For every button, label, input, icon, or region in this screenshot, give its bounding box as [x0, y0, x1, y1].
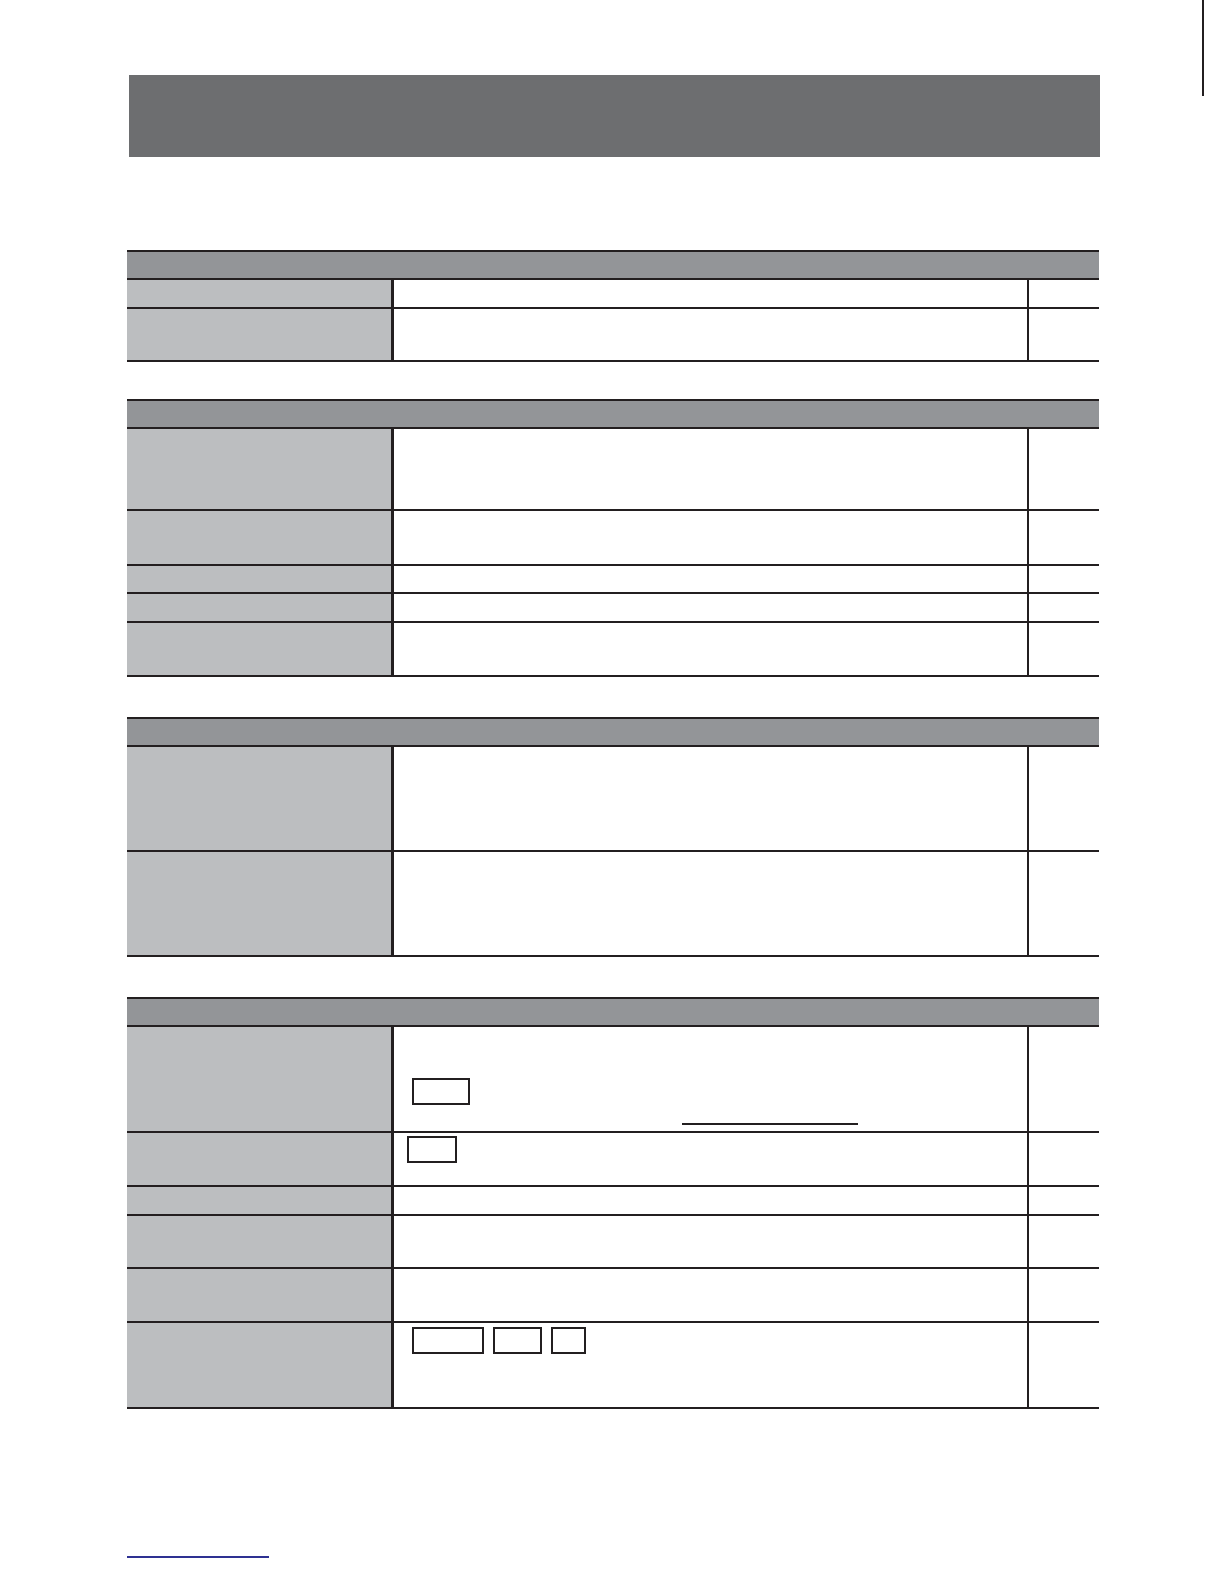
row-page-cell	[1029, 1133, 1099, 1185]
row-description-cell	[394, 1187, 1029, 1214]
table-row	[127, 1323, 1099, 1409]
keycap-icon	[407, 1136, 457, 1163]
row-page-cell	[1029, 309, 1099, 360]
row-label-cell	[127, 747, 394, 850]
row-page-cell	[1029, 1027, 1099, 1131]
row-description-cell	[394, 1133, 1029, 1185]
spec-table-1	[127, 250, 1099, 362]
spec-table-3	[127, 717, 1099, 957]
table-row	[127, 309, 1099, 362]
row-description-cell	[394, 747, 1029, 850]
row-page-cell	[1029, 852, 1099, 955]
table-row	[127, 1216, 1099, 1269]
row-label-cell	[127, 1216, 394, 1267]
table-row	[127, 623, 1099, 677]
row-page-cell	[1029, 1187, 1099, 1214]
keycap-icon	[551, 1327, 586, 1354]
row-page-cell	[1029, 623, 1099, 675]
table-header	[127, 997, 1099, 1027]
table-row	[127, 1269, 1099, 1323]
spec-table-4	[127, 997, 1099, 1409]
table-row	[127, 594, 1099, 623]
row-label-cell	[127, 309, 394, 360]
row-page-cell	[1029, 594, 1099, 621]
row-page-cell	[1029, 747, 1099, 850]
table-row	[127, 1187, 1099, 1216]
table-row	[127, 1133, 1099, 1187]
row-description-cell	[394, 594, 1029, 621]
binding-margin-line	[1202, 0, 1204, 96]
table-row	[127, 852, 1099, 957]
row-description-cell	[394, 309, 1029, 360]
keycap-icon	[493, 1327, 542, 1354]
row-description-cell	[394, 1323, 1029, 1407]
table-row	[127, 566, 1099, 594]
row-label-cell	[127, 1133, 394, 1185]
row-page-cell	[1029, 566, 1099, 592]
keycap-icon	[412, 1078, 470, 1105]
keycap-icon	[412, 1327, 484, 1354]
table-header	[127, 399, 1099, 429]
table-row	[127, 511, 1099, 566]
row-page-cell	[1029, 280, 1099, 307]
row-label-cell	[127, 511, 394, 564]
row-description-cell	[394, 511, 1029, 564]
row-page-cell	[1029, 1269, 1099, 1321]
row-description-cell	[394, 852, 1029, 955]
row-page-cell	[1029, 511, 1099, 564]
row-description-cell	[394, 1216, 1029, 1267]
row-label-cell	[127, 1269, 394, 1321]
row-description-cell	[394, 1269, 1029, 1321]
row-label-cell	[127, 852, 394, 955]
table-row	[127, 747, 1099, 852]
page-title-banner	[129, 75, 1100, 157]
underline-rule	[682, 1123, 858, 1125]
row-label-cell	[127, 566, 394, 592]
row-label-cell	[127, 623, 394, 675]
table-row	[127, 1027, 1099, 1133]
table-row	[127, 429, 1099, 511]
row-label-cell	[127, 1323, 394, 1407]
row-label-cell	[127, 1187, 394, 1214]
table-row	[127, 280, 1099, 309]
row-description-cell	[394, 280, 1029, 307]
row-page-cell	[1029, 1323, 1099, 1407]
table-header	[127, 250, 1099, 280]
row-page-cell	[1029, 429, 1099, 509]
row-description-cell	[394, 566, 1029, 592]
row-description-cell	[394, 1027, 1029, 1131]
row-label-cell	[127, 280, 394, 307]
table-header	[127, 717, 1099, 747]
row-description-cell	[394, 623, 1029, 675]
footer-link-underline[interactable]	[127, 1556, 269, 1558]
row-label-cell	[127, 1027, 394, 1131]
row-label-cell	[127, 594, 394, 621]
row-description-cell	[394, 429, 1029, 509]
spec-table-2	[127, 399, 1099, 677]
row-page-cell	[1029, 1216, 1099, 1267]
row-label-cell	[127, 429, 394, 509]
